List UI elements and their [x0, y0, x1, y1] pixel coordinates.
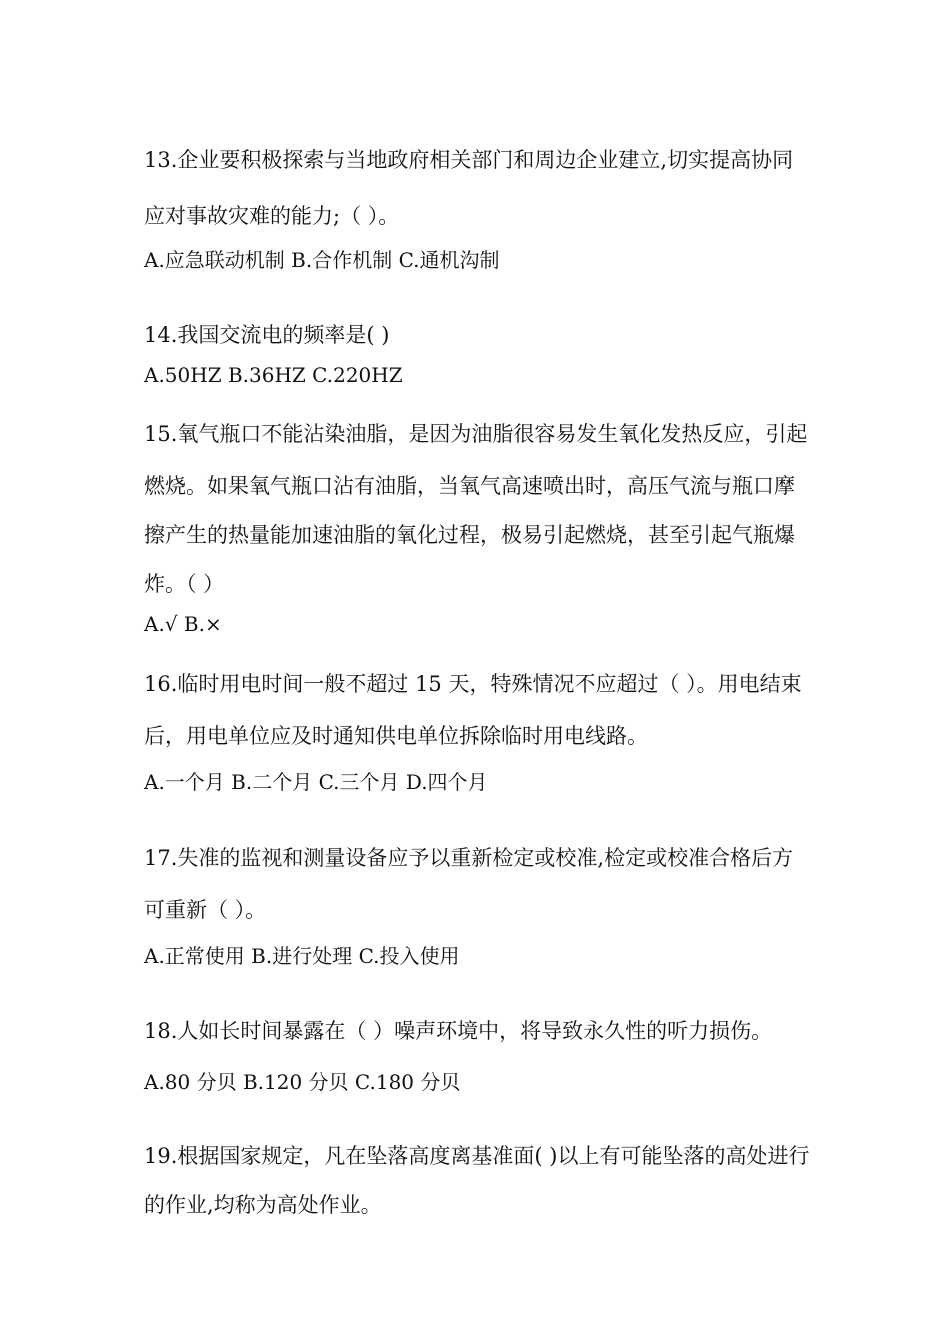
question-19-line-2: 的作业,均称为高处作业。: [144, 1193, 382, 1217]
question-16-options: A.一个月 B.二个月 C.三个月 D.四个月: [144, 770, 488, 794]
question-15-line-1: 15.氧气瓶口不能沾染油脂，是因为油脂很容易发生氧化发热反应，引起: [144, 422, 808, 446]
question-18-options: A.80 分贝 B.120 分贝 C.180 分贝: [144, 1070, 461, 1094]
question-13-options: A.应急联动机制 B.合作机制 C.通机沟制: [144, 248, 500, 272]
question-17-line-1: 17.失准的监视和测量设备应予以重新检定或校准,检定或校准合格后方: [144, 846, 794, 870]
question-16-line-1: 16.临时用电时间一般不超过 15 天，特殊情况不应超过（ ）。用电结束: [144, 672, 802, 696]
question-17-line-2: 可重新（ ）。: [144, 898, 267, 922]
question-16-line-2: 后，用电单位应及时通知供电单位拆除临时用电线路。: [144, 724, 648, 748]
question-15-line-2: 燃烧。如果氧气瓶口沾有油脂，当氧气高速喷出时，高压气流与瓶口摩: [144, 474, 795, 498]
question-14-line-1: 14.我国交流电的频率是( ): [144, 323, 390, 347]
question-18-line-1: 18.人如长时间暴露在（ ）噪声环境中，将导致永久性的听力损伤。: [144, 1019, 773, 1043]
question-15-options: A.√ B.×: [144, 612, 222, 636]
question-13-line-1: 13.企业要积极探索与当地政府相关部门和周边企业建立,切实提高协同: [144, 148, 794, 172]
question-13-line-2: 应对事故灾难的能力;（ ）。: [144, 204, 400, 228]
question-19-line-1: 19.根据国家规定，凡在坠落高度离基准面( )以上有可能坠落的高处进行: [144, 1144, 810, 1168]
question-15-line-3: 擦产生的热量能加速油脂的氧化过程，极易引起燃烧，甚至引起气瓶爆: [144, 523, 795, 547]
question-17-options: A.正常使用 B.进行处理 C.投入使用: [144, 944, 460, 968]
question-15-line-4: 炸。（ ）: [144, 572, 225, 596]
question-14-options: A.50HZ B.36HZ C.220HZ: [144, 363, 403, 387]
